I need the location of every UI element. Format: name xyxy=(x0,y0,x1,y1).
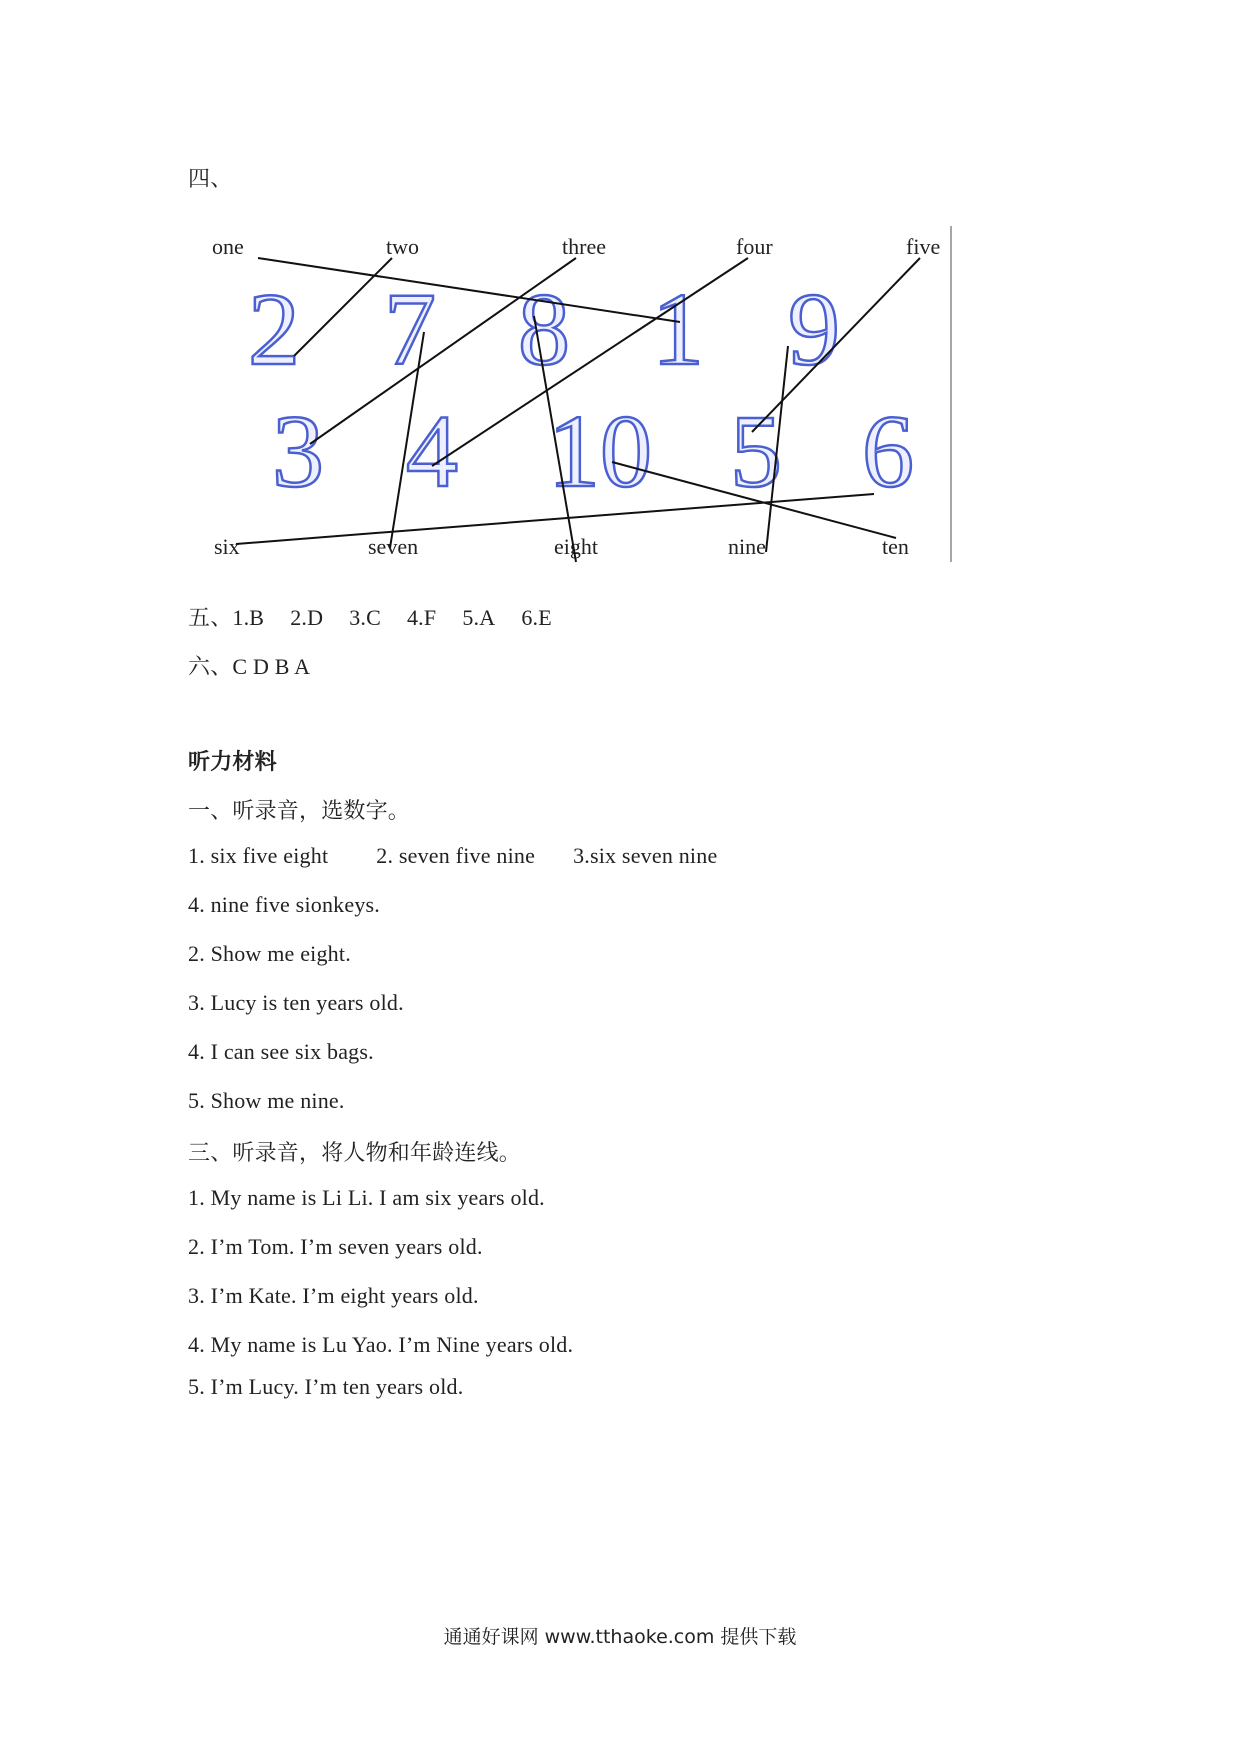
word-three: three xyxy=(562,234,606,259)
listening-part2-line-1: 2. Show me eight. xyxy=(188,941,351,966)
listening-part3-line-5: 5. I’m Lucy. I’m ten years old. xyxy=(188,1374,464,1399)
digit-7: 7 xyxy=(384,272,436,387)
answer-5: 5.A xyxy=(462,605,496,630)
answer-3: 3.C xyxy=(349,605,381,630)
digit-3: 3 xyxy=(272,394,324,509)
digit-5: 5 xyxy=(730,394,782,509)
section-4-title: 四、 xyxy=(188,167,233,192)
digit-1: 1 xyxy=(652,272,704,387)
word-one: one xyxy=(212,234,244,259)
listening-part3-line-1: 1. My name is Li Li. I am six years old. xyxy=(188,1185,545,1210)
listening-part2-line-2: 3. Lucy is ten years old. xyxy=(188,990,404,1015)
listening-part3-line-3: 3. I’m Kate. I’m eight years old. xyxy=(188,1283,479,1308)
answer-6: 6.E xyxy=(521,605,552,630)
listening-part2-line-3: 4. I can see six bags. xyxy=(188,1039,374,1064)
section-6-value: C D B A xyxy=(232,654,311,679)
digit-8: 8 xyxy=(518,272,570,387)
section-5-label: 五、 xyxy=(188,606,233,631)
word-five: five xyxy=(906,234,941,259)
answer-4: 4.F xyxy=(406,605,437,630)
digit-9: 9 xyxy=(788,272,840,387)
listening-part1-heading: 一、听录音，选数字。 xyxy=(188,799,411,824)
listening-title: 听力材料 xyxy=(188,750,277,775)
listening-part3-line-2: 2. I’m Tom. I’m seven years old. xyxy=(188,1234,483,1259)
listening-part3-line-4: 4. My name is Lu Yao. I’m Nine years old. xyxy=(188,1332,574,1357)
listening-part1-line2: 4. nine five sionkeys. xyxy=(188,892,380,917)
digit-10: 10 xyxy=(548,394,652,509)
word-ten: ten xyxy=(882,534,909,559)
section-6-label: 六、 xyxy=(188,655,233,680)
word-four: four xyxy=(736,234,773,259)
word-six: six xyxy=(214,534,240,559)
answer-2: 2.D xyxy=(290,605,324,630)
word-two: two xyxy=(386,234,419,259)
word-eight: eight xyxy=(554,534,598,559)
listening-part2-line-4: 5. Show me nine. xyxy=(188,1088,345,1113)
digit-4: 4 xyxy=(406,394,458,509)
page-footer: 通通好课网 www.tthaoke.com 提供下载 xyxy=(443,1626,797,1648)
listening-part1-items xyxy=(188,843,717,869)
listening-part3-heading: 三、听录音，将人物和年龄连线。 xyxy=(188,1141,522,1166)
word-nine: nine xyxy=(728,534,766,559)
answer-1: 1.B xyxy=(232,605,265,630)
digit-2: 2 xyxy=(248,272,300,387)
part1-item-1: 1. six five eight xyxy=(188,843,329,868)
section-5-answers xyxy=(188,601,552,632)
number-word-matching-figure xyxy=(198,226,960,566)
part1-item-3: 3.six seven nine xyxy=(573,843,718,868)
match-line-one-1 xyxy=(258,258,680,322)
part1-item-2: 2. seven five nine xyxy=(376,843,536,868)
digit-6: 6 xyxy=(862,394,914,509)
word-seven: seven xyxy=(368,534,419,559)
match-line-two-2 xyxy=(294,258,392,356)
section-6-answer xyxy=(188,650,310,681)
